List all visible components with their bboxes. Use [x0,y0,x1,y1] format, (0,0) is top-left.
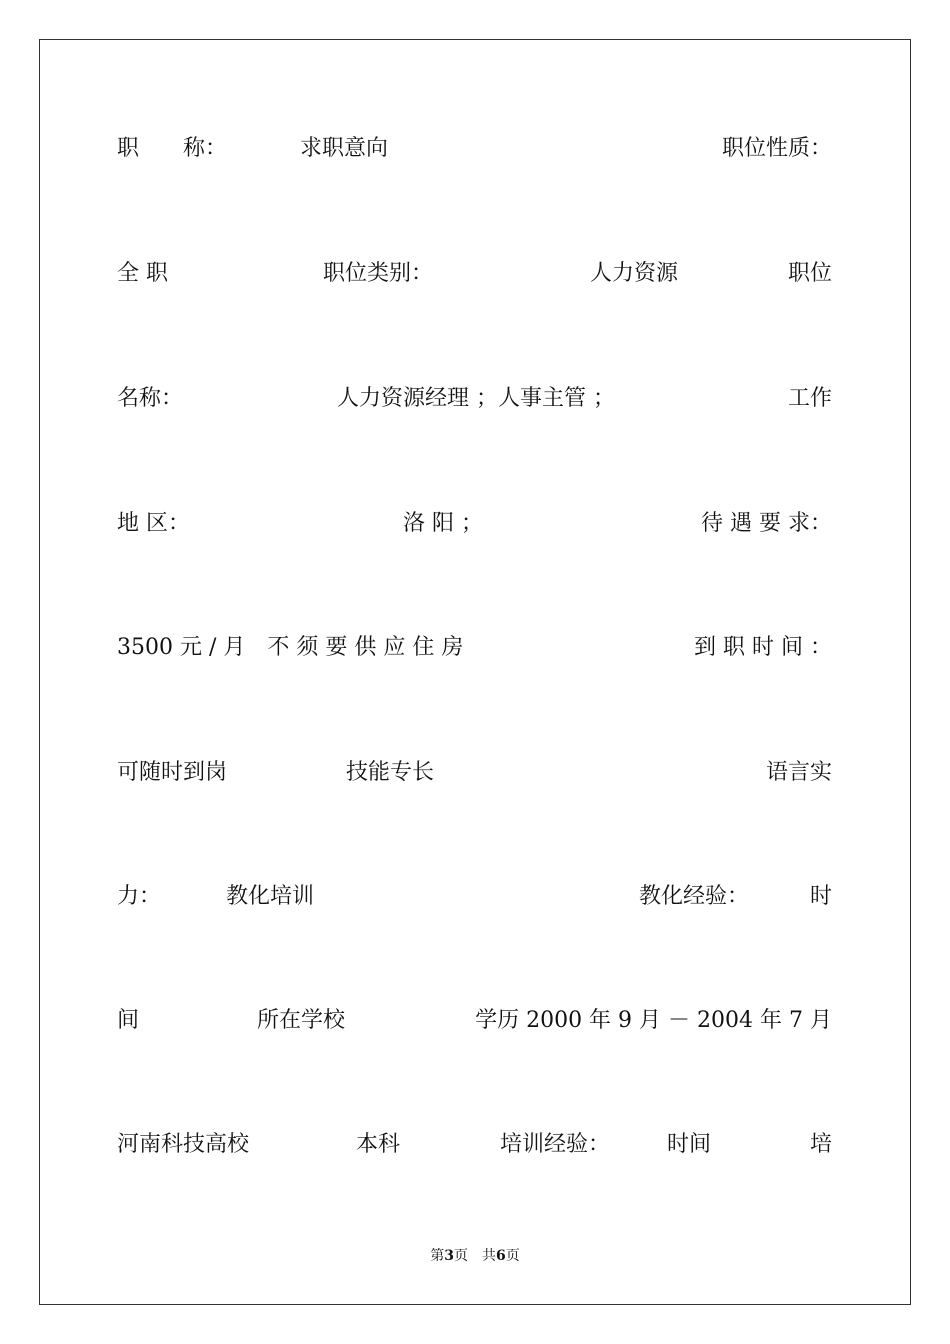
value-title: 求职意向 [300,136,389,161]
value-degree: 本科 [356,1132,401,1157]
label-title: 职 称： [117,136,228,161]
label-salary: 待 遇 要 求： [701,511,832,536]
text-line-4 [117,509,832,539]
heading-skills: 技能专长 [346,760,435,785]
text-line-1 [117,134,832,164]
label-start-time: 到 职 时 间 ： [694,635,832,660]
text-line-6 [117,758,832,788]
footer-page-number: 3 [444,1248,454,1264]
label-job-category: 职位类别： [323,261,434,286]
label-training-experience: 培训经验： [500,1132,611,1157]
value-salary: 3500 元 / 月 不 须 要 供 应 住 房 [117,635,464,660]
footer-total-prefix: 共 [482,1248,496,1264]
value-school: 河南科技高校 [117,1132,250,1157]
text-line-9 [117,1130,832,1160]
label-time-part1: 时 [809,884,832,909]
label-job-nature: 职位性质： [721,136,832,161]
value-work-area: 洛 阳 ； [403,511,483,536]
label-training-part1: 培 [809,1132,832,1157]
text-line-8 [117,1006,832,1036]
label-time-part2: 间 [117,1008,140,1033]
text-line-7 [117,882,832,912]
footer-total-number: 6 [496,1248,506,1264]
value-job-category: 人力资源 [590,261,679,286]
label-degree-dates: 学历 2000 年 9 月 － 2004 年 7 月 [475,1008,832,1033]
label-training-time: 时间 [667,1132,712,1157]
footer-total-suffix: 页 [505,1248,520,1264]
value-job-nature: 全 职 [117,261,168,286]
footer-page-prefix: 第 [430,1248,445,1264]
label-education: 教化经验： [639,884,750,909]
label-work-area-part1: 工作 [787,386,832,411]
footer-page-suffix: 页 [454,1248,468,1264]
text-line-5 [117,633,832,663]
label-work-area-part2: 地 区： [117,511,190,536]
text-line-2 [117,259,832,289]
label-school: 所在学校 [257,1008,346,1033]
value-job-name: 人力资源经理 ；人事主管 ； [337,386,615,411]
label-job-name-part2: 名称： [117,386,184,411]
text-line-3 [117,384,832,414]
value-start-time: 可随时到岗 [117,760,228,785]
label-job-name-part1: 职位 [787,261,832,286]
label-language-part1: 语言实 [765,760,832,785]
page-footer [0,1247,950,1265]
page-border [39,39,911,1305]
label-language-part2: 力： [117,884,162,909]
heading-education-training: 教化培训 [226,884,315,909]
